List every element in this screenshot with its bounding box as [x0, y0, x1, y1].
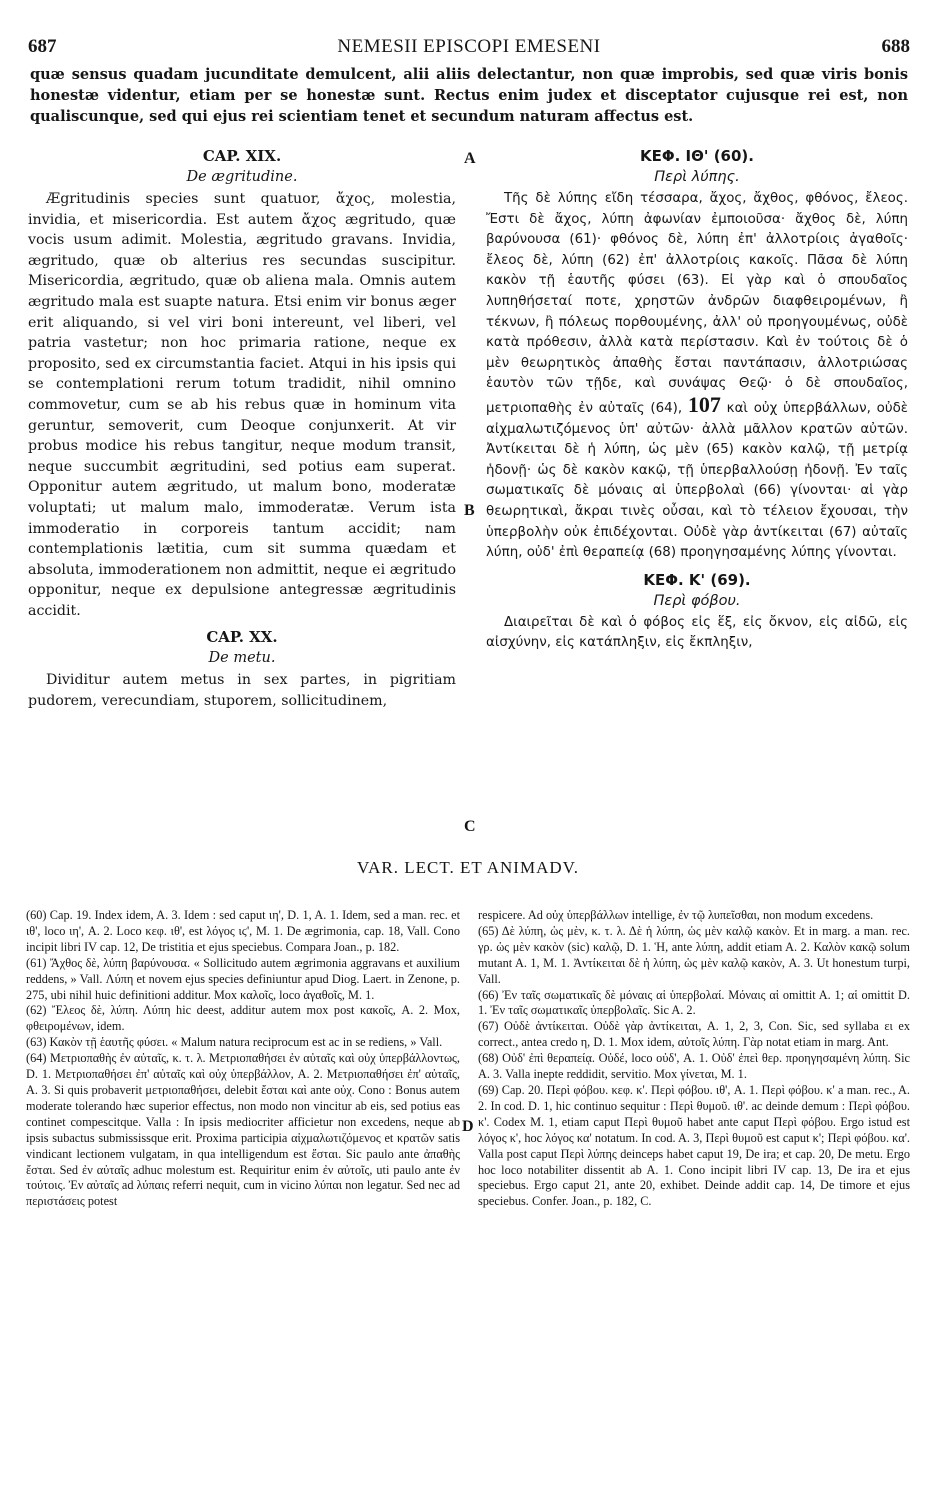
greek-chapter-19-subtitle: Περὶ λύπης. — [654, 169, 740, 185]
note-66: (66) Ἐν ταῖς σωματικαῖς δὲ μόναις αἱ ὑπερβολαί. Μόναις αἱ omittit A. 1; αἱ omittit D. 1. Ἐν ταῖς σωματικαῖς ὑπερβολαῖς. Sic A. 2. — [478, 987, 910, 1018]
note-67: (67) Οὐδὲ ἀντίκειται. Οὐδὲ γὰρ ἀντίκειται, A. 1, 2, 3, Con. Sic, sed syllaba ει ex correct., antea credo η, D. 1. Mox idem, αὐτοῖς λύπη. Γὰρ notat etiam in marg. Ant. — [478, 1019, 910, 1050]
greek-chapter-20-text: Διαιρεῖται δὲ καὶ ὁ φόβος εἰς ἕξ, εἰς ὄκνον, εἰς αἰδῶ, εἰς αἰσχύνην, εἰς κατάπληξιν, εἰς ἔκπληξιν, — [486, 614, 908, 651]
note-62: (62) Ἔλεος δὲ, λύπη. Λύπη hic deest, additur autem mox post κακοῖς, A. 2. Mox, φθειρομένων, idem. — [26, 1003, 460, 1034]
notes-left-column — [26, 908, 460, 1210]
margin-marker-a: A — [464, 150, 476, 167]
running-header — [28, 36, 910, 62]
margin-marker-c: C — [464, 818, 476, 835]
running-title: NEMESII EPISCOPI EMESENI — [337, 36, 601, 57]
greek-chapter-19-text — [486, 189, 908, 564]
greek-text-part-2: καὶ οὐχ ὑπερβάλλων, οὐδὲ αἰχμαλωτιζόμενος ὑπ' αὐτῶν· ἀλλὰ μᾶλλον κρατῶν αὐτῶν. Ἀντίκειται δὲ ἡ λύπη, ὡς μὲν (65) κακὸν καλῷ, τῇ μετρίᾳ ἡδονῇ· ὡς δὲ κακὸν κακῷ, τῇ ὑπερβαλλούσῃ ἡδονῇ. Ἐν ταῖς σωματικαῖς δὲ μόναις αἱ ὑπερβολαὶ (66) γίνονται· αἱ γὰρ θεωρητικαὶ, ἄκραι τινὲς οὖσαι, καὶ τὸ τέλειον ἔχουσαι, τὴν ὑπερβολὴν οὐκ ἐπιδέχονται. Οὐδὲ γὰρ ἀντίκειται (67) αὐταῖς λύπη, οὐδ' ἐπὶ θεραπείᾳ (68) προηγησαμένης λύπης γίνονται. — [486, 400, 908, 561]
greek-chapter-20-title: ΚΕΦ. Κ' (69). — [643, 570, 751, 589]
latin-chapter-19-title: CAP. XIX. — [202, 147, 282, 165]
note-60: (60) Cap. 19. Index idem, A. 3. Idem : sed caput ιη', D. 1, A. 1. Idem, sed a man. rec. et ιθ', loco ιη', A. 2. Loco κεφ. ιθ', est λόγος ιϛ', M. 1. De ægrimonia, cap. 18, Vall. Cono incipit libri IV cap. 12, De tristitia et ejus speciebus. Compara Joan., p. 182. — [26, 908, 460, 954]
note-65: (65) Δὲ λύπη, ὡς μὲν, κ. τ. λ. Δὲ ἡ λύπη, ὡς μὲν καλῷ κακὸν. Et in marg. a man. rec. γρ. ὡς μὲν κακὸν (sic) καλῷ, D. 1. Ἡ, ante λύπη, addit etiam A. 2. Καλὸν κακῷ solum mutant A. 1, M. 1. Ἀντίκειται δὲ ἡ λύπη, ὡς μὲν καλῷ κακὸν, A. 3. Ut honestum turpi, Vall. — [478, 923, 910, 986]
latin-chapter-20 — [28, 627, 456, 711]
notes-heading: VAR. LECT. ET ANIMADV. — [357, 858, 579, 877]
note-61: (61) Ἄχθος δὲ, λύπη βαρύνουσα. « Sollicitudo autem ægrimonia aggravans et auxilium reddens, » Vall. Λύπη et novem ejus species definiuntur apud Diog. Laert. in Zenone, p. 275, ubi nihil huic definitioni additur. Mox καλοῖς, loco ἀγαθοῖς, M. 1. — [26, 955, 460, 1002]
greek-chapter-19-title: ΚΕΦ. ΙΘ' (60). — [640, 147, 754, 165]
latin-chapter-20-title: CAP. XX. — [206, 628, 278, 647]
note-69: (69) Cap. 20. Περὶ φόβου. κεφ. κ'. Περὶ φόβου. ιθ', A. 1. Περὶ φόβου. κ' a man. rec., A. 2. In cod. D. 1, hic continuo sequitur : Περὶ θυμοῦ. ιθ'. ac deinde demum : Περὶ φόβου. κ'. Codex M. 1, etiam caput Περὶ θυμοῦ habet ante caput Περὶ φόβου. Ergo istud est λόγος κ', hoc λόγος κα' notatum. In cod. A. 3, Περὶ θυμοῦ est caput κ'; Περὶ φόβου. κα'. Valla post caput Περὶ λύπης deinceps habet caput 19, De ira; et cap. 20, De metu. Ergo hoc loco notabiliter dissentit ab A. 1. Cono incipit libri IV cap. 13, De ira et ejus speciebus. Ergo caput 21, ante 20, exhibet. Deinde addit cap. 14, De timore et ejus speciebus. Confer. Joan., p. 182, C. — [478, 1082, 910, 1209]
greek-text-part-1: Τῆς δὲ λύπης εἴδη τέσσαρα, ἄχος, ἄχθος, φθόνος, ἔλεος. Ἔστι δὲ ἄχος, λύπη ἀφωνίαν ἐμποιοῦσα· ἄχθος δὲ, λύπη βαρύνουσα (61)· φθόνος δὲ, λύπη ἐπ' ἀλλοτρίοις ἀγαθοῖς· ἔλεος δὲ, λύπη (62) ἐπ' ἀλλοτρίοις κακοῖς. Πᾶσα δὲ λύπη κακὸν τῇ ἑαυτῆς φύσει (63). Εἰ γὰρ καὶ ὁ σπουδαῖος λυπηθήσεταί ποτε, χρηστῶν ἀνδρῶν διαφθειρομένων, ἢ τέκνων, ἢ πόλεως πορθουμένης, ἀλλ' οὐ προηγουμένως, οὐδὲ κατὰ πρόθεσιν, ἀλλὰ κατὰ περίστασιν. Καὶ ἐν τούτοις δὲ ὁ μὲν θεωρητικὸς ἀπαθὴς ἔσται παντάπασιν, ἀλλοτριώσας ἑαυτὸν τῶν τῇδε, καὶ συνάψας Θεῷ· ὁ δὲ σπουδαῖος, μετριοπαθὴς ἐν αὐταῖς (64), — [486, 191, 908, 416]
page-number-right: 688 — [881, 36, 910, 57]
latin-chapter-19-text: Ægritudinis species sunt quatuor, ἄχος, molestia, invidia, et misericordia. Est autem ἄχος ægritudo, quæ vocis usum adimit. Molestia, ægritudo gravans. Invidia, ægritudo, quæ ob alterius res secundas suscipitur. Misericordia, ægritudo, quæ ob aliena mala. Omnis autem ægritudo mala est suapte natura. Etsi enim vir bonus æger erit aliquando, si vel viri boni intereunt, vel liberi, vel patria vastetur; non hoc primaria ratione, neque ex proposito, sed ex circumstantia faciet. Atqui in his ipsis qui se contemplationi rerum totum tradidit, nihil omnino commovetur, cum se ab his rebus quæ in hominum vita geruntur, semoverit, cum Deoque conjunxerit. At vir probus modice his rebus tangitur, neque modum transit, neque succumbit ægritudini, sed potius eam superat. Opponitur autem ægritudo, ut malum bono, moderatæ voluptati; ut malum malo, immoderatæ. Verum ista immoderatio in corporeis tantum accidit; nam contemplationis lætitia, cum sit summa quædam et absoluta, immoderationem non admittit, neque ei ægritudo opponitur, neque ex depulsione antegressæ ægritudinis accidit. — [28, 191, 456, 619]
note-64-continued: respicere. Ad οὐχ ὑπερβάλλων intellige, ἐν τῷ λυπεῖσθαι, non modum excedens. — [478, 908, 874, 922]
latin-chapter-20-text: Dividitur autem metus in sex partes, in pigritiam pudorem, verecundiam, stuporem, sollicitudinem, — [28, 672, 456, 710]
note-63: (63) Κακὸν τῇ ἑαυτῆς φύσει. « Malum natura reciprocum est ac in se rediens, » Vall. — [26, 1035, 443, 1050]
note-64: (64) Μετριοπαθὴς ἐν αὐταῖς, κ. τ. λ. Μετριοπαθήσει ἐν αὐταῖς καὶ οὐχ ὑπερβάλλοντως, D. 1. Μετριοπαθήσει ἐπ' αὐταῖς καὶ οὐχ ὑπερβάλλον, A. 2. Μετριοπαθήσει ἐπ' αὐταῖς, A. 3. Si quis probaverit μετριοπαθήσει, delebit ἔσται καὶ ante οὐχ. Cono : Bonus autem moderate tolerando hæc superior effectus, non modo non vincitur ab eis, sed potius eas continet compescitque. Valla : In ipsis mediocriter afficietur non excedens, neque ab ipsis subactus submississque erit. Proxima participia αἰχμαλωτιζόμενος et κρατῶν satis vindicant lectionem vulgatam, in qua intelligendum est ἔσται. Sic paulo ante ἀπαθὴς ἔσται. Sed ἐν αὐταῖς adhuc molestum est. Requiritur enim ἐν αὐτοῖς, uti paulo ante ἐν τούτοις. Ἐν αὐταῖς ad λύπαις referri nequit, cum in vicino λύπαι non legatur. Sed nec ad περιστάσεις potest — [26, 1051, 460, 1209]
margin-marker-d: D — [462, 1118, 474, 1135]
latin-chapter-19-subtitle: De ægritudine. — [186, 169, 298, 185]
latin-column — [28, 146, 456, 712]
margin-marker-b: B — [464, 502, 475, 519]
lead-paragraph: quæ sensus quadam jucunditate demulcent, alii aliis delectantur, non quæ improbis, sed quæ viris bonis honestæ videntur, etiam per se honestæ sunt. Rectus enim judex et disceptator cujusque rei est, non qualiscunque, sed qui ejus rei scientiam tenet et secundum naturam affectus est. — [30, 66, 908, 125]
page-number-marker: 107 — [687, 391, 721, 417]
greek-chapter-20 — [486, 570, 908, 654]
note-68: (68) Οὐδ' ἐπὶ θεραπείᾳ. Οὐδέ, loco οὐδ', A. 1. Οὐδ' ἐπεὶ θερ. προηγησαμένη λύπη. Sic A. 3. Valla inepte reddidit, servitio. Mox γίνεται, M. 1. — [478, 1051, 910, 1082]
notes-right-column — [478, 908, 910, 1210]
page-number-left: 687 — [28, 36, 57, 57]
latin-chapter-20-subtitle: De metu. — [208, 650, 276, 667]
greek-chapter-20-subtitle: Περὶ φόβου. — [653, 592, 741, 609]
greek-column — [486, 146, 908, 654]
